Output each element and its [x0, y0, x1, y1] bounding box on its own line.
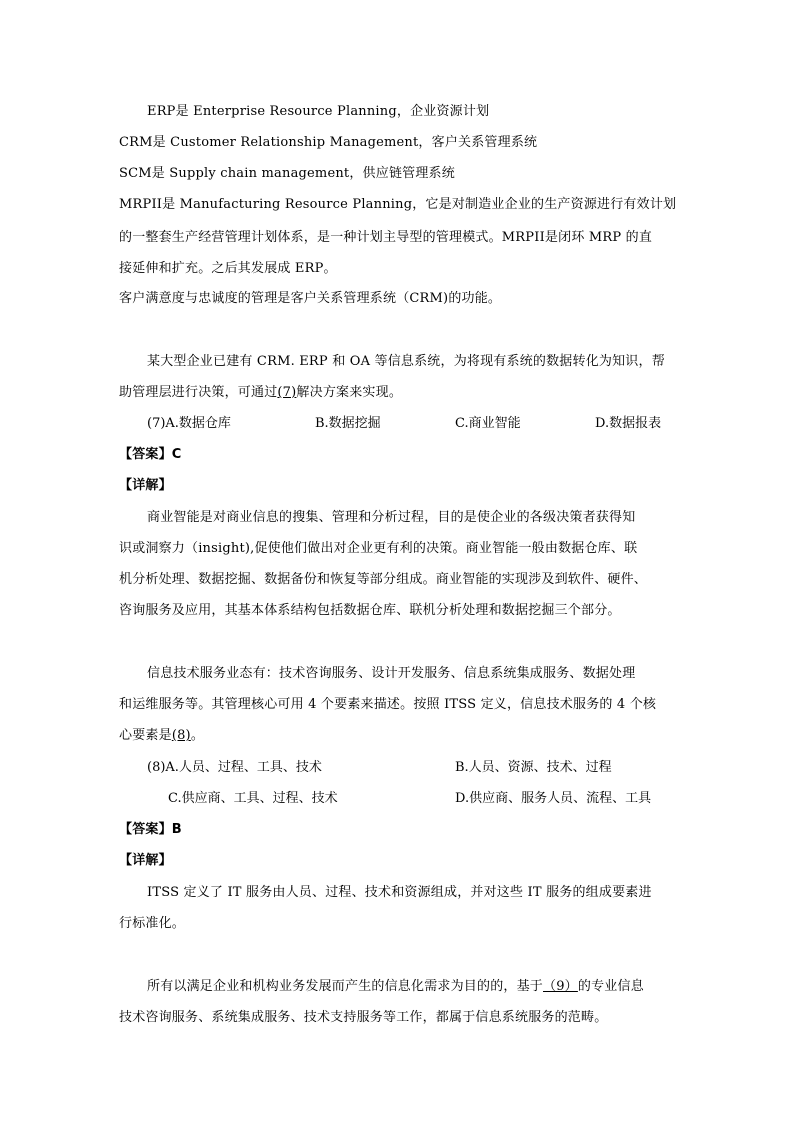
q8-stem-3: [119, 728, 204, 744]
q8-detail-label: 【详解】: [119, 853, 172, 868]
q7-answer: 【答案】C: [119, 447, 182, 462]
q7-stem-2b: 解决方案来实现。: [296, 385, 403, 400]
q8-blank: (8): [171, 728, 191, 743]
mrp-line-3: 接延伸和扩充。之后其发展成 ERP。: [119, 261, 337, 276]
q7-detail-3: 机分析处理、数据挖掘、数据备份和恢复等部分组成。商业智能的实现涉及到软件、硬件、: [119, 572, 648, 587]
mrp-line-2: 的一整套生产经营管理计划体系，是一种计划主导型的管理模式。MRPII是闭环 MRP 的直: [119, 230, 653, 245]
erp-line: [147, 104, 489, 120]
q7-stem-2a: 助管理层进行决策，可通过: [119, 385, 278, 400]
scm-line: SCM是 Supply chain management，供应链管理系统: [119, 166, 455, 181]
q8-detail-1: ITSS 定义了 IT 服务由人员、过程、技术和资源组成，并对这些 IT 服务的组成要素进: [147, 885, 652, 900]
q7-blank: (7): [277, 385, 297, 400]
q9-blank: （9）: [543, 979, 578, 994]
erp-text: Enterprise Resource Planning，企业资源计划: [193, 104, 490, 119]
q9-stem-1a: 所有以满足企业和机构业务发展而产生的信息化需求为目的的，基于: [147, 979, 544, 994]
q8-stem-2: 和运维服务等。其管理核心可用 4 个要素来描述。按照 ITSS 定义，信息技术服务的 4 个核: [119, 697, 657, 712]
crm-note: 客户满意度与忠诚度的管理是客户关系管理系统（CRM)的功能。: [119, 291, 502, 306]
q9-stem-2: 技术咨询服务、系统集成服务、技术支持服务等工作，都属于信息系统服务的范畴。: [119, 1010, 608, 1025]
q7-option-c: C.商业智能: [455, 416, 521, 431]
mrp-line-1: MRPII是 Manufacturing Resource Planning，它是对制造业企业的生产资源进行有效计划: [119, 197, 677, 212]
q7-detail-label: 【详解】: [119, 478, 172, 493]
q7-option-a: (7)A.数据仓库: [147, 416, 231, 431]
q8-detail-2: 行标准化。: [119, 916, 186, 931]
q8-answer: 【答案】B: [119, 822, 182, 837]
q8-option-a: (8)A.人员、过程、工具、技术: [147, 760, 322, 775]
q8-option-b: B.人员、资源、技术、过程: [455, 760, 612, 775]
crm-line: CRM是 Customer Relationship Management，客户关系管理系统: [119, 135, 538, 150]
q8-stem-3b: 。: [190, 728, 205, 743]
erp-label: ERP: [147, 104, 176, 119]
q7-stem-2: [119, 385, 402, 401]
erp-is: 是: [175, 104, 189, 119]
q9-stem-1: [147, 979, 644, 995]
q7-detail-2: 识或洞察力（insight),促使他们做出对企业更有利的决策。商业智能一般由数据仓库、联: [119, 541, 638, 556]
q8-option-c: C.供应商、工具、过程、技术: [168, 791, 338, 806]
q7-detail-4: 咨询服务及应用，其基本体系结构包括数据仓库、联机分析处理和数据挖掘三个部分。: [119, 603, 621, 618]
q8-stem-3a: 心要素是: [119, 728, 172, 743]
q7-detail-1: 商业智能是对商业信息的搜集、管理和分析过程，目的是使企业的各级决策者获得知: [147, 510, 636, 525]
q7-option-b: B.数据挖掘: [315, 416, 381, 431]
q8-option-d: D.供应商、服务人员、流程、工具: [455, 791, 652, 806]
q8-stem-1: 信息技术服务业态有：技术咨询服务、设计开发服务、信息系统集成服务、数据处理: [147, 666, 636, 681]
q9-stem-1b: 的专业信息: [577, 979, 644, 994]
q7-option-d: D.数据报表: [595, 416, 662, 431]
q7-stem-1: 某大型企业已建有 CRM. ERP 和 OA 等信息系统，为将现有系统的数据转化为知识，帮: [147, 354, 665, 369]
